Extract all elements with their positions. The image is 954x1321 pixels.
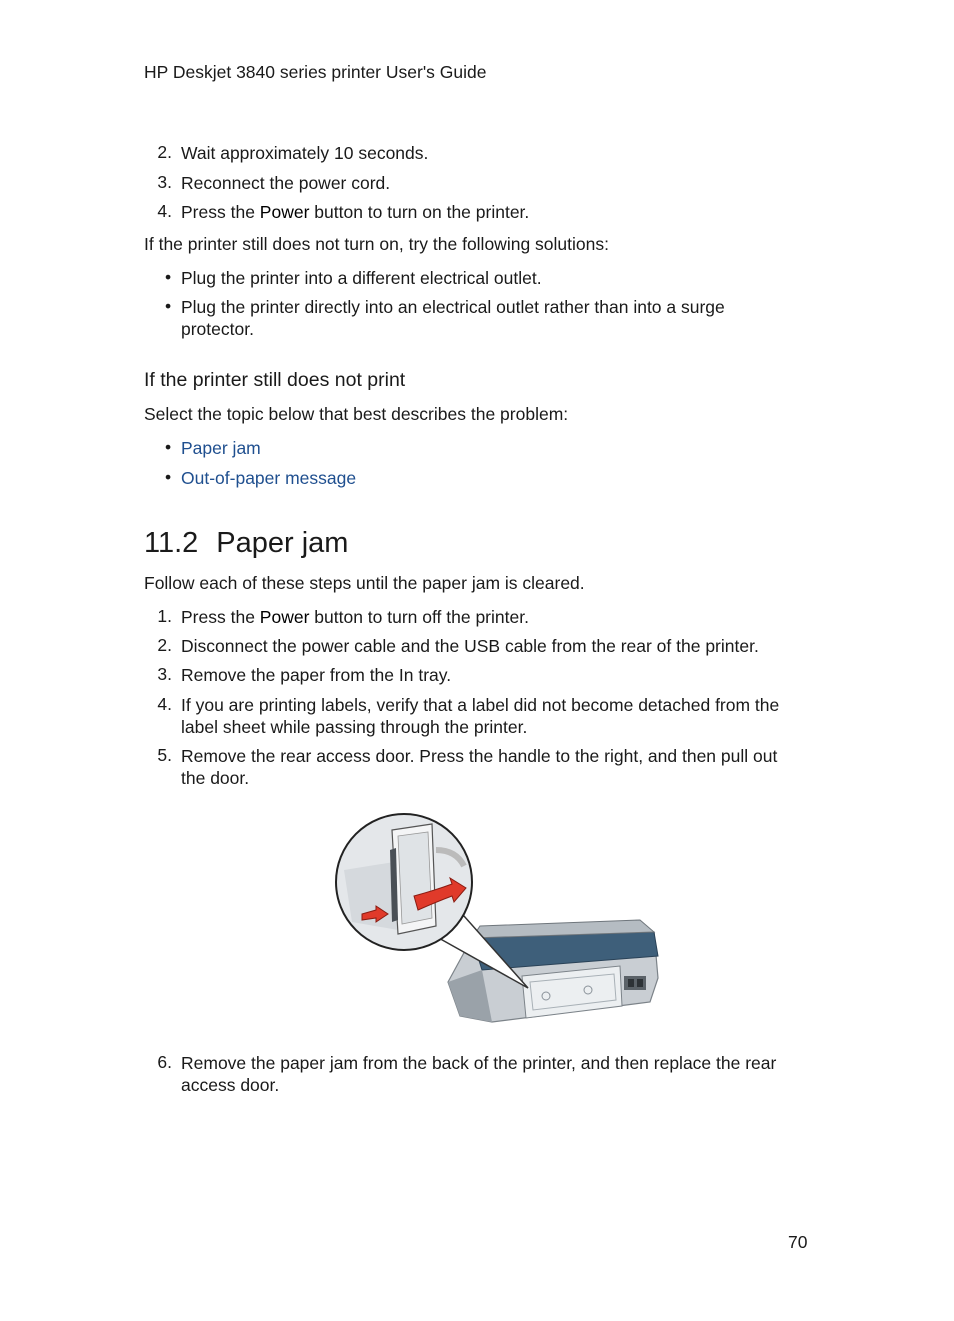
bullet: • (165, 437, 172, 457)
list-item-text: Reconnect the power cord. (181, 173, 391, 193)
list-number: 6. (157, 1052, 172, 1072)
section-title: Paper jam (216, 527, 349, 559)
list-item-text: Wait approximately 10 seconds. (181, 143, 429, 163)
list-item-text-continued: label sheet while passing through the printer. (181, 717, 528, 737)
bullet-text-continued: protector. (181, 319, 254, 339)
link-out-of-paper-message[interactable]: Out-of-paper message (181, 468, 357, 488)
list-number: 2. (157, 635, 172, 655)
section-number: 11.2 (144, 527, 199, 559)
paragraph: If the printer still does not turn on, try the following solutions: (144, 234, 609, 254)
bullet: • (165, 267, 172, 287)
list-item-text: Remove the paper jam from the back of the printer, and then replace the rear (181, 1053, 777, 1073)
link-paper-jam[interactable]: Paper jam (181, 438, 261, 458)
magnified-detail (336, 814, 472, 950)
text-run: Press the (181, 607, 260, 627)
bullet: • (165, 467, 172, 487)
list-item-text: Remove the paper from the In tray. (181, 665, 452, 685)
list-number: 5. (157, 745, 172, 765)
power-button-name: Power (259, 607, 310, 627)
list-number: 3. (157, 172, 172, 192)
list-item-text: Remove the rear access door. Press the handle to the right, and then pull out (181, 746, 778, 766)
section-heading (144, 527, 348, 560)
list-item-text (181, 606, 529, 628)
list-number: 4. (157, 201, 172, 221)
power-button-name: Power (259, 202, 310, 222)
text-run: button to turn off the printer. (309, 607, 529, 627)
list-number: 2. (157, 142, 172, 162)
bullet: • (165, 296, 172, 316)
paragraph: Follow each of these steps until the paper jam is cleared. (144, 573, 585, 593)
list-item-text-continued: the door. (181, 768, 250, 788)
list-item-text: Disconnect the power cable and the USB cable from the rear of the printer. (181, 636, 759, 656)
running-header: HP Deskjet 3840 series printer User's Guide (144, 62, 487, 82)
paragraph: Select the topic below that best describes the problem: (144, 404, 569, 424)
text-run: Press the (181, 202, 260, 222)
text-run: button to turn on the printer. (309, 202, 530, 222)
rear-access-door-illustration (332, 810, 662, 1028)
list-item-text: If you are printing labels, verify that a label did not become detached from the (181, 695, 780, 715)
bullet-text: Plug the printer into a different electrical outlet. (181, 268, 542, 288)
bullet-text: Plug the printer directly into an electrical outlet rather than into a surge (181, 297, 725, 317)
list-number: 3. (157, 664, 172, 684)
list-item-text (181, 201, 529, 223)
list-number: 1. (157, 606, 172, 626)
page-number: 70 (788, 1232, 808, 1252)
subheading: If the printer still does not print (144, 369, 406, 391)
list-number: 4. (157, 694, 172, 714)
list-item-text-continued: access door. (181, 1075, 280, 1095)
